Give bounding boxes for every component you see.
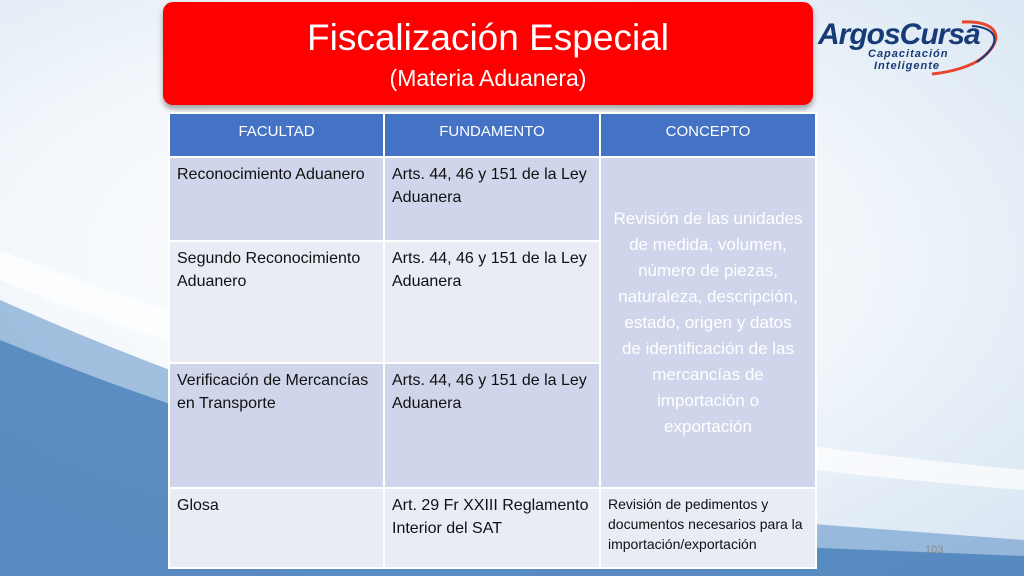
header-fundamento: FUNDAMENTO (384, 113, 600, 157)
cell-facultad: Segundo Reconocimiento Aduanero (169, 241, 384, 363)
cell-facultad: Verificación de Mercancías en Transporte (169, 363, 384, 488)
cell-facultad: Reconocimiento Aduanero (169, 157, 384, 241)
header-facultad: FACULTAD (169, 113, 384, 157)
slide-subtitle: (Materia Aduanera) (389, 65, 587, 91)
table-row (169, 157, 816, 241)
cell-fundamento: Arts. 44, 46 y 151 de la Ley Aduanera (384, 157, 600, 241)
table-row (169, 488, 816, 568)
argoscursa-logo (812, 18, 1012, 78)
cell-concepto-merged: Revisión de las unidades de medida, volumen, número de piezas, naturaleza, descripción, estado, origen y datos de identificación de las mercancías de importación o exportación (600, 157, 816, 488)
slide-title: Fiscalización Especial (307, 17, 669, 58)
table-header-row (169, 113, 816, 157)
logo-tagline-2: Inteligente (874, 60, 941, 72)
facultades-table (168, 112, 817, 569)
cell-facultad: Glosa (169, 488, 384, 568)
logo-tagline-1: Capacitación (868, 48, 949, 60)
cell-fundamento: Arts. 44, 46 y 151 de la Ley Aduanera (384, 241, 600, 363)
cell-concepto: Revisión de pedimentos y documentos necesarios para la importación/exportación (600, 488, 816, 568)
cell-fundamento: Arts. 44, 46 y 151 de la Ley Aduanera (384, 363, 600, 488)
slide-number: 103 (925, 544, 944, 556)
header-concepto: CONCEPTO (600, 113, 816, 157)
logo-wordmark: ArgosCursa (818, 18, 980, 51)
title-banner (163, 2, 813, 105)
cell-fundamento: Art. 29 Fr XXIII Reglamento Interior del SAT (384, 488, 600, 568)
